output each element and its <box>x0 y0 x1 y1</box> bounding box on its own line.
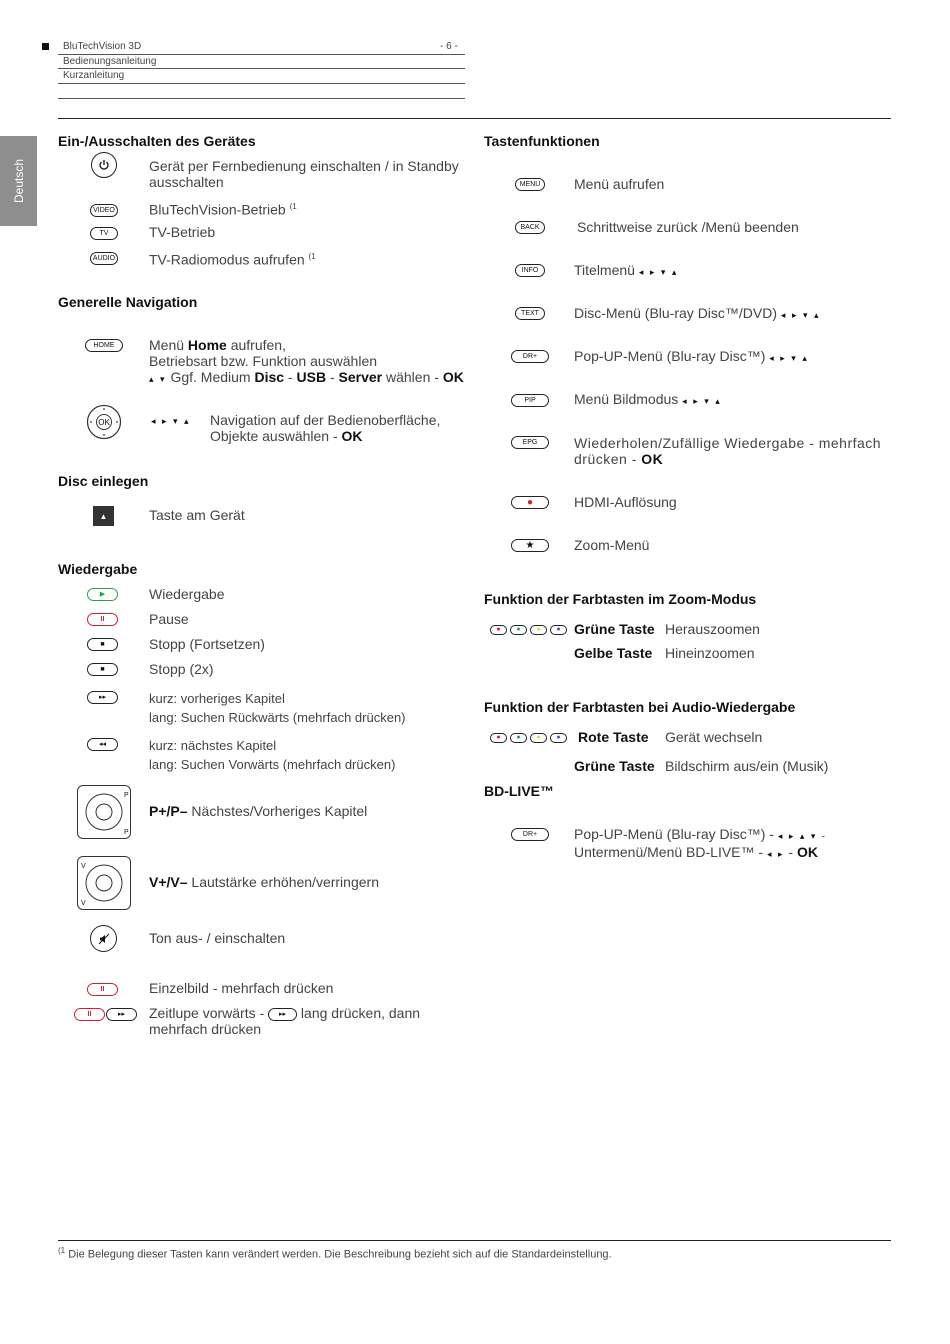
home-button: HOME <box>85 339 123 352</box>
dr-text <box>574 348 809 366</box>
blue-key-icon: ● <box>550 733 567 743</box>
mute-text: Ton aus- / einschalten <box>149 930 286 946</box>
audio-red-key <box>578 729 649 745</box>
record-icon: ● <box>511 496 549 509</box>
footnote-marker: (1 <box>308 252 316 261</box>
ok-line1: Navigation auf der Bedienoberfläche, <box>210 412 441 428</box>
svg-text:V: V <box>81 863 86 870</box>
pp-desc: Nächstes/Vorheriges Kapitel <box>187 803 368 819</box>
arrows-4way-icon: ◂ ▸ ▾ ▴ <box>638 267 679 277</box>
info-text <box>574 262 678 280</box>
power-text: Gerät per Fernbedienung einschalten / in Standby ausschalten <box>149 158 459 190</box>
epg-line2 <box>574 451 892 467</box>
home-line3-b: wählen - <box>382 369 443 385</box>
arrows-4way-icon: ◂ ▸ ▴ ▾ - <box>777 831 827 841</box>
footnote-text: Die Belegung dieser Tasten kann verändert werden. Die Beschreibung bezieht sich auf die Standardeinstellung. <box>68 1248 612 1261</box>
ok-bold: OK <box>341 428 363 444</box>
zoom-colors-heading: Funktion der Farbtasten im Zoom-Modus <box>484 591 757 607</box>
zoom-yellow-key-label: Gelbe Taste <box>574 645 653 661</box>
header-marker <box>42 43 49 50</box>
stop-icon: ■ <box>87 638 118 651</box>
back-button: BACK <box>515 221 545 234</box>
dr-label: Pop-UP-Menü (Blu-ray Disc™) <box>574 348 766 364</box>
ff-line2: lang: Suchen Rückwärts (mehrfach drücken) <box>149 710 406 725</box>
playback-heading: Wiedergabe <box>58 561 138 577</box>
ok-line2-a: Objekte auswählen - <box>210 428 342 444</box>
footer-rule <box>58 1240 891 1241</box>
pip-text <box>574 391 722 409</box>
epg-ok: OK <box>641 451 664 467</box>
top-rule <box>58 118 891 119</box>
mute-icon <box>90 925 117 952</box>
svg-text:V: V <box>81 900 86 907</box>
bdlive-line1-text: Pop-UP-Menü (Blu-ray Disc™) - <box>574 826 774 842</box>
keys-heading: Tastenfunktionen <box>484 133 600 149</box>
video-text-label: BluTechVision-Betrieb <box>149 201 286 218</box>
pp-text <box>149 803 367 819</box>
footnote-marker: (1 <box>289 202 297 211</box>
ok-line2 <box>210 428 460 444</box>
zoom-yellow-desc: Hineinzoomen <box>665 645 755 661</box>
color-keys-icon <box>490 625 567 635</box>
audio-red-key-label: Rote Taste <box>578 729 649 745</box>
text-text <box>574 305 821 323</box>
home-sep2: - <box>326 369 339 385</box>
arrows-4way-icon: ◂ ▸ ▾ ▴ <box>682 396 722 406</box>
home-disc: Disc <box>254 369 285 385</box>
zoom-green-key <box>574 621 655 637</box>
svg-text:OK: OK <box>98 418 110 427</box>
home-line1-c: aufrufen, <box>226 337 286 353</box>
zoom-green-desc: Herauszoomen <box>665 621 760 637</box>
audio-button: AUDIO <box>90 252 118 265</box>
home-usb: USB <box>296 369 327 385</box>
zoom-yellow-key <box>574 645 652 661</box>
language-tab-label: Deutsch <box>11 158 26 204</box>
epg-button: EPG <box>511 436 549 449</box>
yellow-key-icon: ● <box>530 733 547 743</box>
audio-red-desc: Gerät wechseln <box>665 729 763 745</box>
ff-line1: kurz: vorheriges Kapitel <box>149 691 285 706</box>
header-divider <box>58 54 465 55</box>
audio-colors-heading: Funktion der Farbtasten bei Audio-Wiedergabe <box>484 699 796 715</box>
bdlive-line2-a: Untermenü/Menü BD-LIVE™ - <box>574 844 764 860</box>
nav-heading: Generelle Navigation <box>58 294 198 310</box>
dr-button: DR+ <box>511 350 549 363</box>
hdmi-text: HDMI-Auflösung <box>574 494 677 510</box>
slowmo-line2: mehrfach drücken <box>149 1021 262 1037</box>
svg-text:P: P <box>124 792 129 799</box>
video-text <box>149 199 297 218</box>
zoom-text: Zoom-Menü <box>574 537 650 553</box>
single-frame-text: Einzelbild - mehrfach drücken <box>149 980 334 996</box>
header-page-number: - 6 - <box>440 41 458 52</box>
slowmo-line1-a: Zeitlupe vorwärts - <box>149 1005 269 1021</box>
arrows-up-down-icon: ▴ ▾ <box>149 374 167 384</box>
disc-text: Taste am Gerät <box>149 507 245 523</box>
green-key-icon: ● <box>510 733 527 743</box>
footnote <box>58 1246 612 1261</box>
dr-button: DR+ <box>511 828 549 841</box>
program-pad-icon <box>77 785 131 839</box>
vv-desc: Lautstärke erhöhen/verringern <box>187 874 379 890</box>
eject-icon: ▲ <box>93 506 114 526</box>
header-divider <box>58 68 465 69</box>
tv-text: TV-Betrieb <box>149 224 216 240</box>
power-icon <box>91 152 117 178</box>
vv-text <box>149 874 379 890</box>
bdlive-line1 <box>574 826 874 844</box>
back-text: Schrittweise zurück /Menü beenden <box>577 219 799 235</box>
svg-text:P: P <box>124 829 129 836</box>
volume-pad-icon <box>77 856 131 910</box>
audio-text <box>149 249 316 268</box>
red-key-icon: ● <box>490 733 507 743</box>
home-line1-bold: Home <box>187 337 227 353</box>
home-line2: Betriebsart bzw. Funktion auswählen <box>149 353 378 369</box>
fast-forward-icon: ▸▸ <box>268 1008 297 1021</box>
play-text: Wiedergabe <box>149 586 225 602</box>
stop-icon: ■ <box>87 663 118 676</box>
home-line1 <box>149 337 469 353</box>
info-button: INFO <box>515 264 545 277</box>
slowmo-line1 <box>149 1005 449 1021</box>
epg-text <box>574 435 892 467</box>
pause-icon: II <box>74 1008 105 1021</box>
fast-forward-icon: ▸▸ <box>87 691 118 704</box>
pause-icon: II <box>87 983 118 996</box>
menu-text: Menü aufrufen <box>574 176 665 192</box>
stop1-text: Stopp (Fortsetzen) <box>149 636 265 652</box>
nav-pad-icon <box>86 404 122 440</box>
arrows-lr-icon: ◂ ▸ <box>766 849 785 859</box>
header-quickguide: Kurzanleitung <box>63 70 125 81</box>
ff-text <box>149 689 449 727</box>
home-line3 <box>149 369 469 387</box>
bdlive-text <box>574 826 874 862</box>
epg-line2-a: drücken - <box>574 451 642 467</box>
audio-green-key-label: Grüne Taste <box>574 758 655 774</box>
tv-button: TV <box>90 227 118 240</box>
home-text <box>149 337 469 387</box>
disc-heading: Disc einlegen <box>58 473 149 489</box>
stop2-text: Stopp (2x) <box>149 661 214 677</box>
audio-green-desc: Bildschirm aus/ein (Musik) <box>665 758 829 774</box>
slowmo-line1-b: lang drücken, dann <box>297 1005 421 1021</box>
rewind-icon: ◂◂ <box>87 738 118 751</box>
green-key-icon: ● <box>510 625 527 635</box>
home-line3-a: Ggf. Medium <box>170 369 255 385</box>
pip-label: Menü Bildmodus <box>574 391 679 407</box>
audio-green-key <box>574 758 655 774</box>
language-tab <box>0 136 37 226</box>
text-label: Disc-Menü (Blu-ray Disc™/DVD) <box>574 305 778 321</box>
header-product: BluTechVision 3D <box>63 41 142 52</box>
ok-text <box>210 412 460 444</box>
bdlive-ok: OK <box>796 844 818 860</box>
rw-line2: lang: Suchen Vorwärts (mehrfach drücken) <box>149 757 396 772</box>
menu-button: MENU <box>515 178 545 191</box>
play-icon: ▶ <box>87 588 118 601</box>
fast-forward-icon: ▸▸ <box>106 1008 137 1021</box>
home-sep1: - <box>284 369 297 385</box>
audio-text-label: TV-Radiomodus aufrufen <box>149 251 305 268</box>
blue-key-icon: ● <box>550 625 567 635</box>
video-button: VIDEO <box>90 204 118 217</box>
yellow-key-icon: ● <box>530 625 547 635</box>
pause-text: Pause <box>149 611 189 627</box>
red-key-icon: ● <box>490 625 507 635</box>
rw-text <box>149 736 449 774</box>
bdlive-line2 <box>574 844 874 862</box>
star-icon: ★ <box>511 539 549 552</box>
home-ok: OK <box>442 369 464 385</box>
home-line1-a: Menü <box>149 337 188 353</box>
arrows-4way-icon: ◂ ▸ ▾ ▴ <box>780 310 821 320</box>
zoom-green-key-label: Grüne Taste <box>574 621 655 637</box>
power-heading: Ein-/Ausschalten des Gerätes <box>58 133 256 149</box>
slowmo-text <box>149 1005 449 1037</box>
header-manual: Bedienungsanleitung <box>63 56 157 67</box>
header-divider <box>58 83 465 84</box>
epg-line1: Wiederholen/Zufällige Wiedergabe - mehrfach <box>574 435 882 451</box>
arrows-4way-icon: ◂ ▸ ▾ ▴ <box>769 353 809 363</box>
bdlive-line2-b: - <box>784 844 797 860</box>
footnote-marker: (1 <box>58 1246 66 1255</box>
pp-bold: P+/P– <box>149 803 188 819</box>
info-label: Titelmenü <box>574 262 635 278</box>
text-button: TEXT <box>515 307 545 320</box>
header-divider <box>58 98 465 99</box>
vv-bold: V+/V– <box>149 874 188 890</box>
pause-icon: II <box>87 613 118 626</box>
bdlive-heading: BD-LIVE™ <box>484 783 554 799</box>
home-server: Server <box>338 369 383 385</box>
arrows-4way-icon: ◂ ▸ ▾ ▴ <box>151 416 191 426</box>
pip-button: PIP <box>511 394 549 407</box>
rw-line1: kurz: nächstes Kapitel <box>149 738 277 753</box>
color-keys-icon <box>490 733 567 743</box>
